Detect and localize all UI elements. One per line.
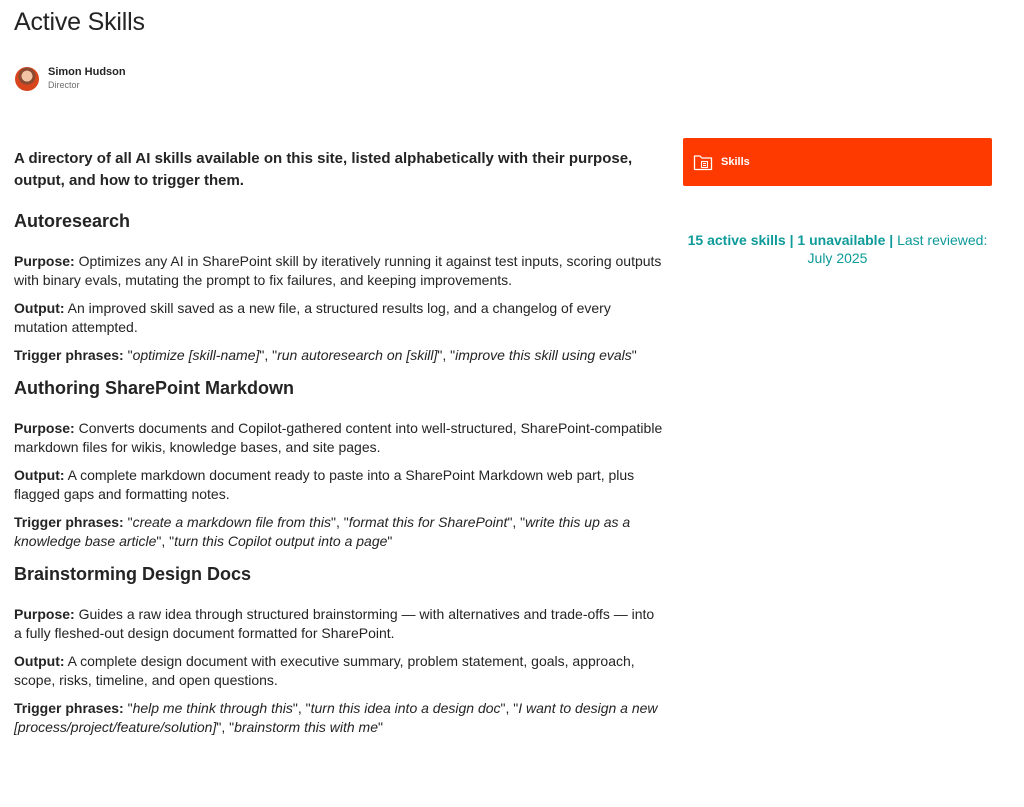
author-name[interactable]: Simon Hudson — [48, 66, 126, 78]
intro-text: A directory of all AI skills available on this site, listed alphabetically with their purpose, output, and how to trigger them. — [14, 150, 633, 189]
skill-autoresearch — [14, 208, 664, 365]
skill-purpose — [14, 605, 664, 643]
trigger-phrase: turn this Copilot output into a page — [174, 533, 388, 549]
trigger-phrase: turn this idea into a design doc — [310, 700, 501, 716]
purpose-text: Guides a raw idea through structured brainstorming — with alternatives and trade-offs — into a fully fleshed-out design document formatted for SharePoint. — [14, 606, 655, 641]
folder-icon — [693, 153, 713, 171]
output-text: A complete design document with executive summary, problem statement, goals, approach, scope, risks, timeline, and open questions. — [14, 653, 635, 688]
trigger-phrase: improve this skill using evals — [455, 347, 632, 363]
unavailable-skills-count: 1 unavailable — [797, 232, 886, 248]
purpose-label: Purpose: — [14, 253, 75, 269]
author-byline — [15, 66, 126, 92]
stats-separator: | — [789, 232, 794, 248]
trigger-phrase: write this up as a knowledge base article — [14, 514, 631, 549]
skill-output — [14, 299, 664, 337]
skill-triggers: Trigger phrases: "optimize [skill-name]", "run autoresearch on [skill]", "improve this skill using evals" — [14, 347, 637, 363]
skills-card-label: Skills — [721, 156, 750, 168]
trigger-phrase: I want to design a new [process/project/feature/solution] — [14, 700, 658, 735]
skill-heading: Brainstorming Design Docs — [14, 564, 252, 584]
trigger-phrase: brainstorm this with me — [234, 719, 378, 735]
skill-brainstorming-design-docs — [14, 561, 664, 737]
output-text: A complete markdown document ready to paste into a SharePoint Markdown web part, plus flagged gaps and formatting notes. — [14, 467, 635, 502]
active-skills-count: 15 active skills — [687, 232, 786, 248]
skill-heading: Authoring SharePoint Markdown — [14, 378, 295, 398]
skills-stats-summary — [683, 231, 992, 267]
trigger-label: Trigger phrases: — [14, 514, 124, 530]
purpose-label: Purpose: — [14, 420, 75, 436]
purpose-text: Converts documents and Copilot-gathered content into well-structured, SharePoint-compatible markdown files for wikis, knowledge bases, and site pages. — [14, 420, 663, 455]
author-role: Director — [48, 80, 80, 90]
trigger-label: Trigger phrases: — [14, 347, 124, 363]
trigger-phrase: create a markdown file from this — [132, 514, 331, 530]
main-content — [14, 148, 664, 747]
skill-output — [14, 466, 664, 504]
author-avatar[interactable] — [15, 67, 39, 91]
skill-triggers: Trigger phrases: "help me think through this", "turn this idea into a design doc", "I want to design a new [process/project/feature/solution]", "brainstorm this with me" — [14, 700, 658, 735]
output-text: An improved skill saved as a new file, a structured results log, and a changelog of every mutation attempted. — [14, 300, 611, 335]
page-title: Active Skills — [14, 8, 145, 36]
skill-heading: Autoresearch — [14, 211, 131, 231]
skill-authoring-sharepoint-markdown — [14, 375, 664, 551]
trigger-phrase: help me think through this — [132, 700, 293, 716]
trigger-phrase: optimize [skill-name] — [132, 347, 260, 363]
output-label: Output: — [14, 300, 65, 316]
trigger-phrase: format this for SharePoint — [348, 514, 508, 530]
stats-separator: | — [889, 232, 894, 248]
skill-purpose — [14, 252, 664, 290]
author-details — [48, 66, 126, 92]
purpose-text: Optimizes any AI in SharePoint skill by iteratively running it against test inputs, scoring outputs with binary evals, mutating the prompt to fix failures, and keeping improvements. — [14, 253, 662, 288]
skills-quick-link-card[interactable] — [683, 138, 992, 186]
skill-output — [14, 652, 664, 690]
trigger-phrase: run autoresearch on [skill] — [277, 347, 438, 363]
purpose-label: Purpose: — [14, 606, 75, 622]
output-label: Output: — [14, 467, 65, 483]
last-reviewed-date: Last reviewed: July 2025 — [807, 232, 988, 266]
skill-triggers: Trigger phrases: "create a markdown file from this", "format this for SharePoint", "write this up as a knowledge base article", "turn this Copilot output into a page" — [14, 514, 631, 549]
output-label: Output: — [14, 653, 65, 669]
trigger-label: Trigger phrases: — [14, 700, 124, 716]
skill-purpose — [14, 419, 664, 457]
